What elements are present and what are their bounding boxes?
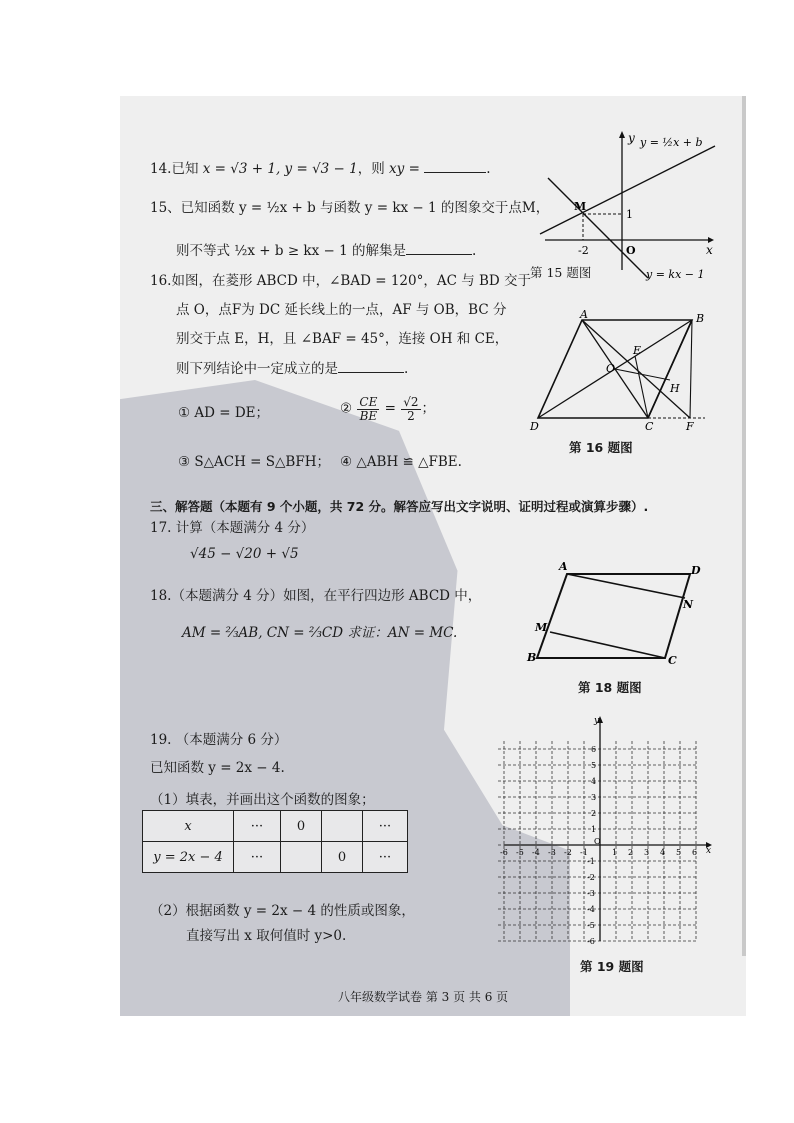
segment-mc [550, 632, 665, 658]
label-c: C [668, 654, 677, 667]
y-axis-label: y [628, 131, 635, 145]
segment-an [567, 574, 685, 598]
option-2: ② $\frac{CE}{BE}$ = $\frac{√2}{2}$ ； [340, 395, 436, 423]
paper-edge [742, 96, 746, 956]
line2-label: y = kx − 1 [646, 268, 705, 281]
tick-1: 1 [626, 208, 633, 221]
y-tick-label: 2 [591, 809, 597, 818]
question-19-title: 19. （本题满分 6 分） [150, 732, 288, 748]
x-tick-label: 1 [612, 848, 618, 857]
question-16-line1: 16.如图，在菱形 ABCD 中，∠BAD = 120°，AC 与 BD 交于 [150, 273, 532, 289]
label-a: A [559, 560, 568, 573]
x-axis-label: x [706, 243, 713, 257]
value-table [142, 810, 408, 873]
tick-minus-2: -2 [578, 244, 589, 257]
y-axis-label: y [594, 716, 600, 726]
x-tick-label: -4 [532, 848, 540, 857]
option-3: ③ S△ACH = S△BFH； [178, 454, 330, 470]
y-tick-label: 1 [591, 825, 597, 834]
table-cell: ··· [234, 842, 281, 873]
figure-18 [525, 560, 701, 670]
label-d: D [691, 564, 701, 577]
table-cell: y = 2x − 4 [143, 842, 234, 873]
y-tick-label: -6 [587, 937, 595, 946]
page-footer: 八年级数学试卷 第 3 页 共 6 页 [338, 990, 509, 1004]
y-tick-label: -4 [587, 905, 595, 914]
y-tick-label: -2 [587, 873, 595, 882]
label-d: D [530, 420, 539, 433]
label-b: B [696, 312, 705, 325]
segment-oh [615, 369, 670, 380]
x-tick-labels [500, 848, 697, 857]
x-axis-label: x [706, 846, 712, 856]
label-b: B [527, 651, 537, 664]
segment-bf [690, 320, 692, 418]
origin-label: O [626, 244, 636, 257]
x-tick-label: -6 [500, 848, 508, 857]
table-cell: ··· [363, 811, 408, 842]
answer-blank-14[interactable] [424, 160, 486, 173]
option-1: ① AD = DE； [178, 405, 270, 421]
label-o: O [606, 362, 616, 375]
question-19-part2-line2: 直接写出 x 取何值时 y>0. [186, 928, 347, 944]
x-tick-label: -5 [516, 848, 524, 857]
section-3-heading: 三、解答题（本题有 9 个小题，共 72 分。解答应写出文字说明、证明过程或演算步骤）. [150, 499, 649, 514]
label-n: N [683, 598, 694, 611]
answer-blank-16[interactable] [338, 360, 404, 373]
line1-label: y = ½x + b [640, 136, 703, 149]
question-19-part2-line1: （2）根据函数 y = 2x − 4 的性质或图象， [150, 903, 415, 919]
y-tick-label: 3 [591, 793, 597, 802]
segment-af [582, 320, 690, 418]
label-f: F [686, 420, 694, 433]
figure-19-caption: 第 19 题图 [580, 959, 644, 974]
x-tick-label: 2 [628, 848, 634, 857]
question-15-line1: 15、已知函数 y = ½x + b 与函数 y = kx − 1 的图象交于点M， [150, 200, 550, 216]
y-tick-label: 4 [591, 777, 597, 786]
y-tick-label: -3 [587, 889, 595, 898]
y-tick-label: 5 [591, 761, 597, 770]
table-cell-input[interactable] [281, 842, 322, 873]
x-tick-label: -2 [564, 848, 572, 857]
question-18-line1: 18.（本题满分 4 分）如图，在平行四边形 ABCD 中， [150, 588, 482, 604]
x-tick-label: -3 [548, 848, 556, 857]
y-tick-label: -5 [587, 921, 595, 930]
parallelogram-abcd [537, 574, 690, 658]
table-row [143, 811, 408, 842]
question-16-line2: 点 O，点F为 DC 延长线上的一点，AF 与 OB，BC 分 [176, 302, 507, 318]
point-m-label: M [574, 200, 587, 213]
option-4: ④ △ABH ≌ △FBE. [340, 454, 462, 470]
table-row [143, 842, 408, 873]
origin-label: O [594, 837, 601, 846]
question-19-given: 已知函数 y = 2x − 4. [150, 760, 285, 776]
x-tick-label: 5 [676, 848, 682, 857]
figure-15 [540, 130, 730, 280]
label-h: H [670, 382, 680, 395]
question-16-line3: 别交于点 E，H，且 ∠BAF = 45°，连接 OH 和 CE， [176, 331, 509, 347]
y-axis-arrow-icon [619, 131, 625, 138]
figure-16-caption: 第 16 题图 [569, 440, 633, 455]
y-tick-label: -1 [587, 857, 595, 866]
answer-blank-15[interactable] [406, 242, 472, 255]
figure-19-grid [500, 715, 715, 950]
label-c: C [645, 420, 654, 433]
figure-15-caption: 第 15 题图 [530, 265, 592, 280]
table-cell: ··· [234, 811, 281, 842]
table-cell: x [143, 811, 234, 842]
question-17-expression: √45 − √20 + √5 [190, 546, 299, 562]
y-tick-label: 6 [591, 745, 597, 754]
question-17-title: 17. 计算（本题满分 4 分） [150, 520, 315, 536]
label-a: A [580, 308, 588, 321]
question-15-line2: 则不等式 ½x + b ≥ kx − 1 的解集是 . [176, 243, 477, 259]
figure-16 [530, 308, 730, 433]
x-tick-label: 3 [644, 848, 650, 857]
question-19-part1: （1）填表，并画出这个函数的图象； [150, 792, 375, 808]
question-18-line2: AM = ⅔AB, CN = ⅔CD 求证：AN = MC. [182, 625, 458, 641]
figure-18-caption: 第 18 题图 [578, 680, 642, 695]
table-cell: 0 [322, 842, 363, 873]
table-cell: ··· [363, 842, 408, 873]
x-tick-label: 4 [660, 848, 666, 857]
question-16-line4: 则下列结论中一定成立的是 . [176, 361, 409, 377]
x-tick-label: 6 [692, 848, 698, 857]
x-tick-label: -1 [580, 848, 588, 857]
label-m: M [535, 621, 548, 634]
table-cell-input[interactable] [322, 811, 363, 842]
label-e: E [633, 344, 642, 357]
table-cell: 0 [281, 811, 322, 842]
question-14: 14.已知 x = √3 + 1, y = √3 − 1，则 xy = . [150, 161, 491, 177]
